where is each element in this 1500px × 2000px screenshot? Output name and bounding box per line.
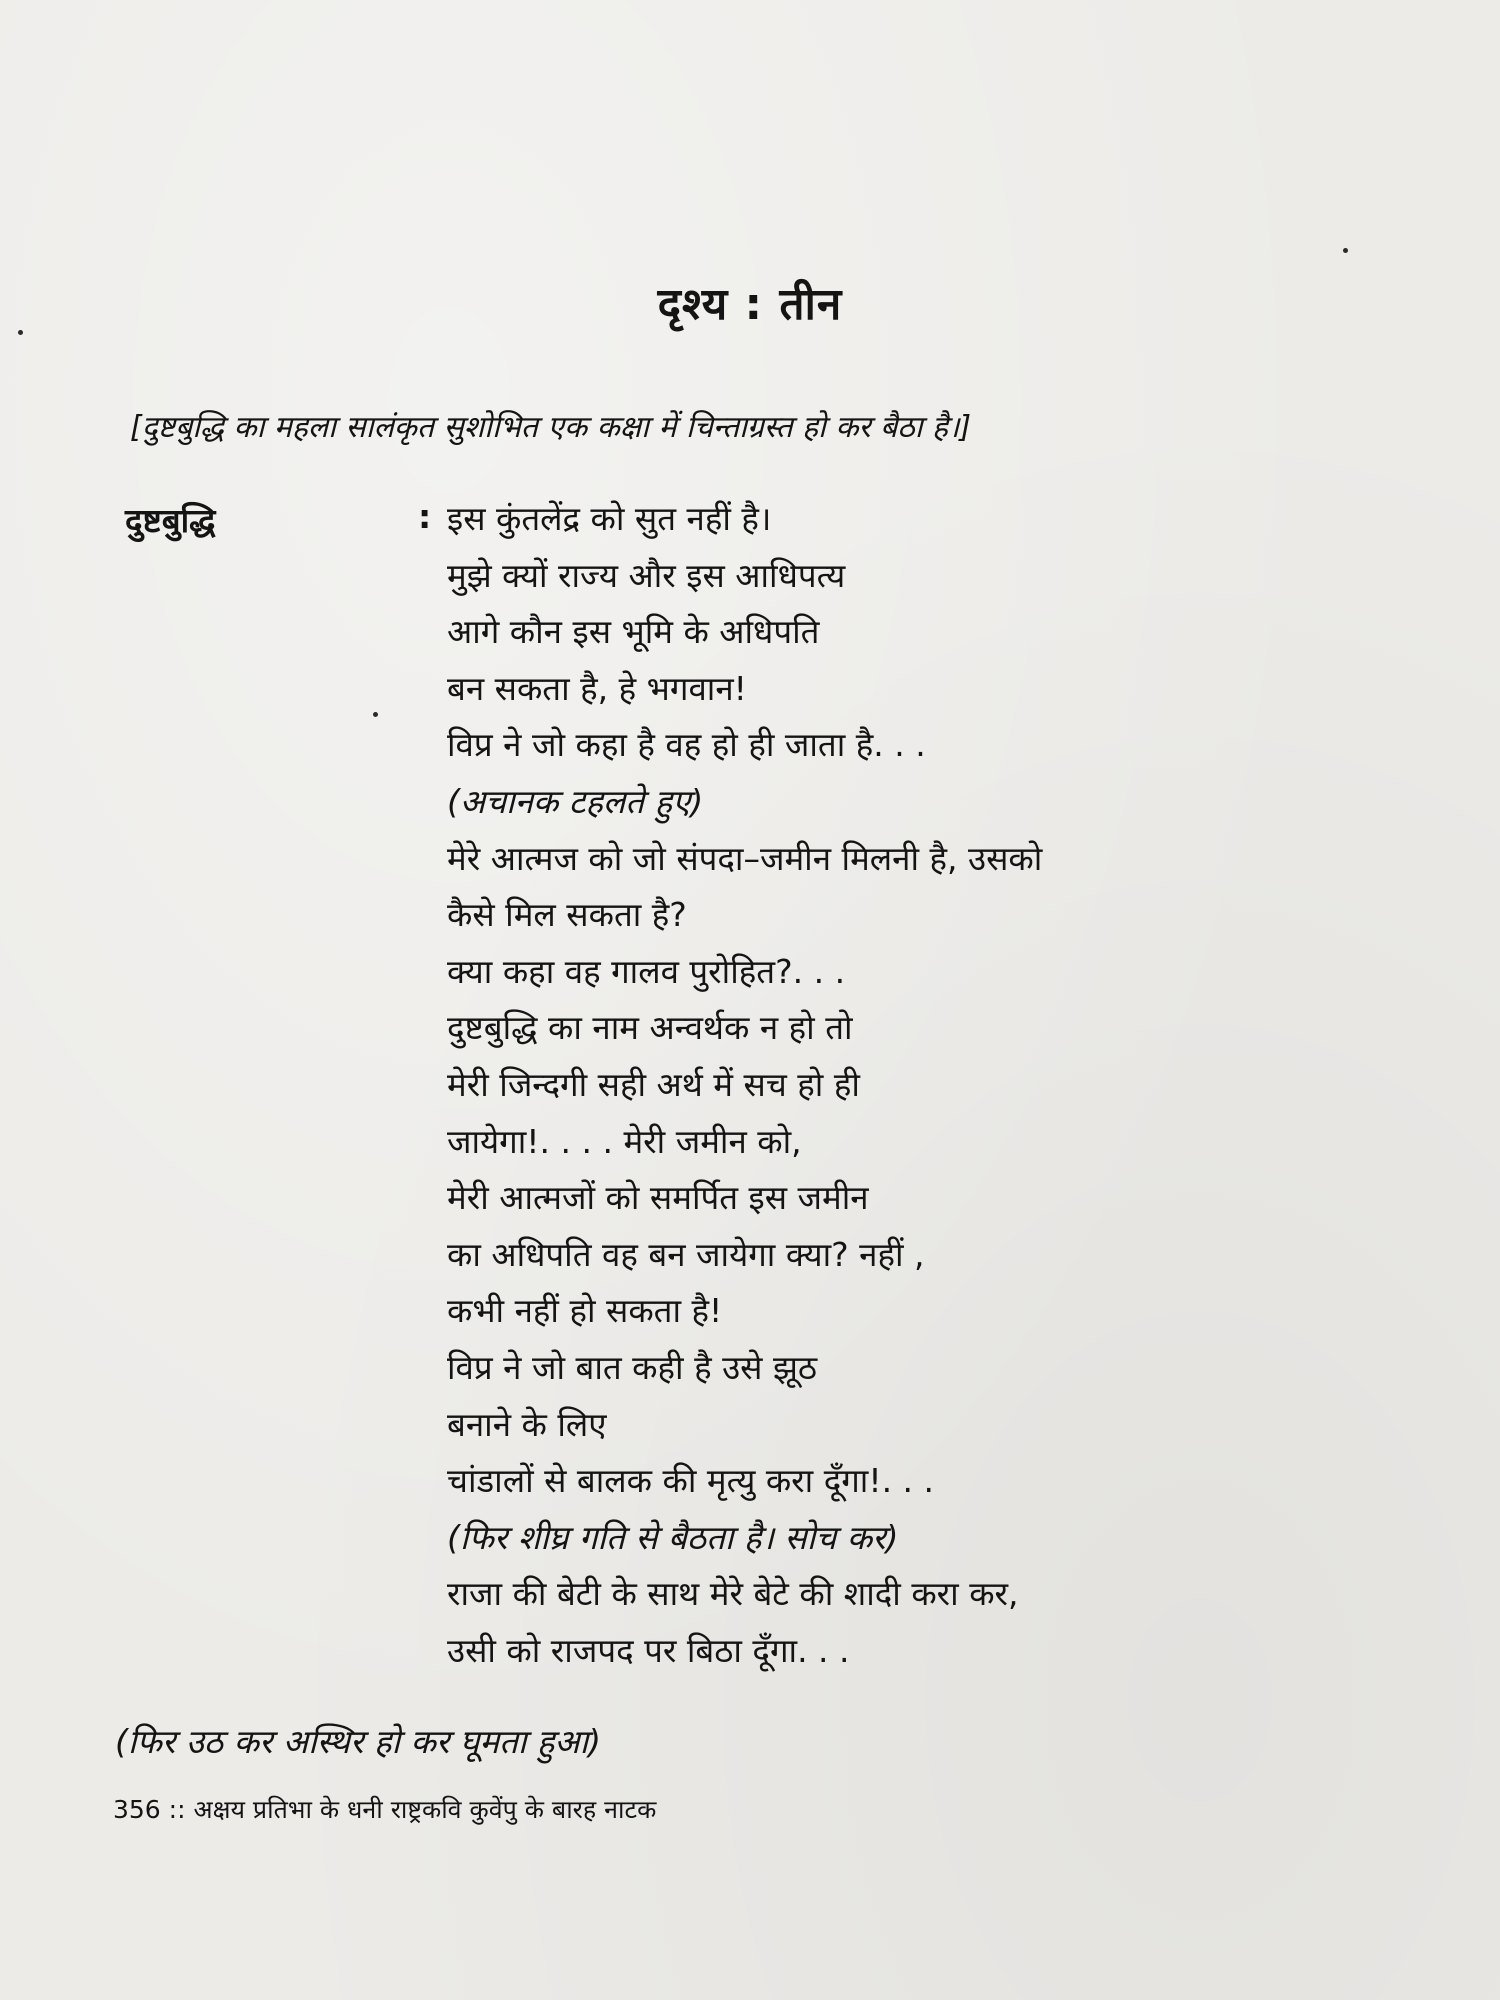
dialogue-line: चांडालों से बालक की मृत्यु करा दूँगा!. . . (447, 1461, 935, 1501)
dialogue-line: कभी नहीं हो सकता है! (447, 1291, 723, 1331)
dialogue-line: दुष्टबुद्धि का नाम अन्वर्थक न हो तो (447, 1008, 853, 1048)
dialogue-line: मेरे आत्मज को जो संपदा–जमीन मिलनी है, उसको (447, 838, 1043, 878)
inline-stage-direction: (अचानक टहलते हुए) (447, 781, 704, 821)
dialogue-line: मुझे क्यों राज्य और इस आधिपत्य (447, 555, 846, 595)
dialogue-line: मेरी आत्मजों को समर्पित इस जमीन (447, 1178, 869, 1218)
dialogue-line: मेरी जिन्दगी सही अर्थ में सच हो ही (447, 1064, 860, 1104)
dialogue-line: विप्र ने जो कहा है वह हो ही जाता है. . . (447, 725, 926, 765)
dialogue-line: कैसे मिल सकता है? (447, 895, 687, 935)
dialogue-line: जायेगा!. . . . मेरी जमीन को, (447, 1121, 802, 1161)
dialogue-block (447, 497, 1447, 1685)
closing-stage-direction: (फिर उठ कर अस्थिर हो कर घूमता हुआ) (115, 1722, 602, 1761)
dialogue-line: बन सकता है, हे भगवान! (447, 668, 747, 708)
dialogue-line: राजा की बेटी के साथ मेरे बेटे की शादी करा कर, (447, 1574, 1019, 1614)
dialogue-line: उसी को राजपद पर बिठा दूँगा. . . (447, 1630, 850, 1670)
print-speck (373, 712, 378, 717)
dialogue-line: विप्र ने जो बात कही है उसे झूठ (447, 1347, 818, 1387)
opening-stage-direction: [दुष्टबुद्धि का महला सालंकृत सुशोभित एक कक्षा में चिन्ताग्रस्त हो कर बैठा है।] (130, 410, 972, 445)
dialogue-line: इस कुंतलेंद्र को सुत नहीं है। (447, 499, 772, 538)
speaker-separator: : (418, 497, 432, 536)
speaker-name: दुष्टबुद्धि (125, 501, 216, 540)
scene-title: दृश्य : तीन (657, 279, 843, 330)
print-speck (18, 330, 23, 335)
page-footer (113, 1792, 656, 1826)
dialogue-line: का अधिपति वह बन जायेगा क्या? नहीं , (447, 1234, 925, 1274)
page-number: 356 (113, 1795, 161, 1824)
book-title: :: अक्षय प्रतिभा के धनी राष्ट्रकवि कुवेंपु के बारह नाटक (168, 1795, 657, 1824)
dialogue-line: क्या कहा वह गालव पुरोहित?. . . (447, 951, 846, 991)
print-speck (1343, 248, 1348, 253)
dialogue-line: बनाने के लिए (447, 1404, 607, 1444)
inline-stage-direction: (फिर शीघ्र गति से बैठता है। सोच कर) (447, 1517, 899, 1557)
dialogue-line: आगे कौन इस भूमि के अधिपति (447, 612, 820, 652)
